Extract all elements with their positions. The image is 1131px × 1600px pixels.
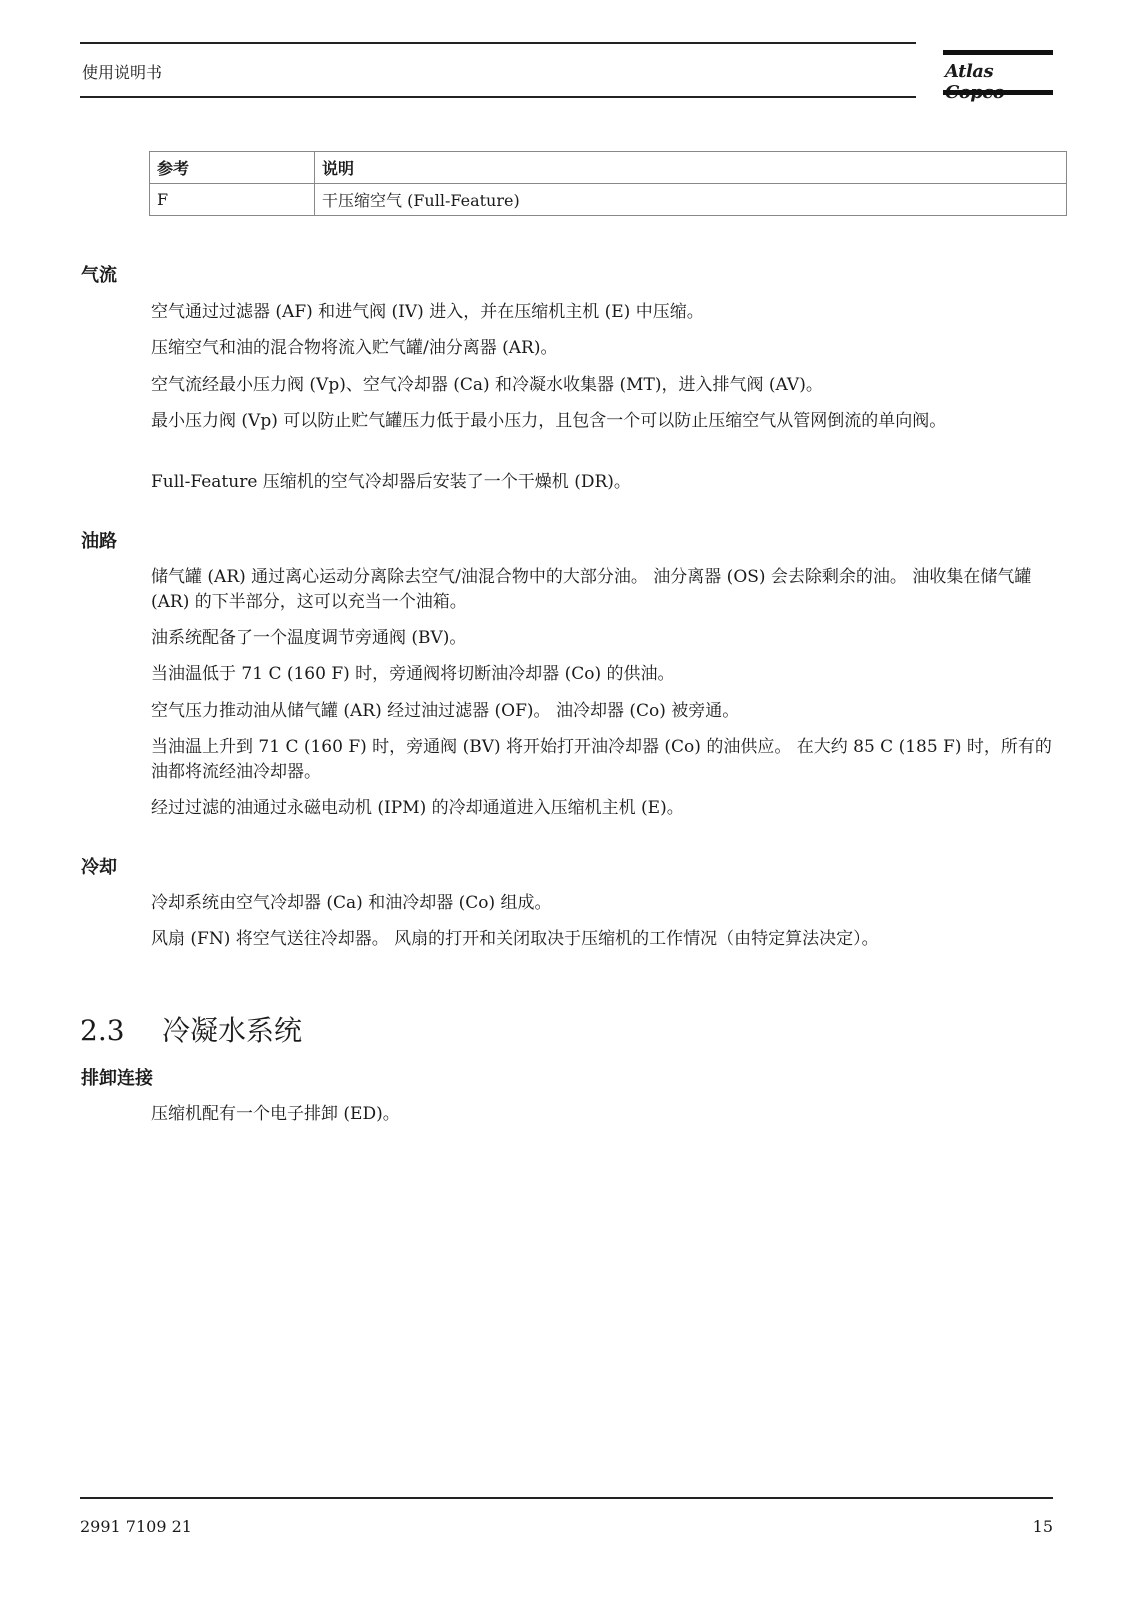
oil-paragraph-3: 当油温低于 71 C (160 F) 时，旁通阀将切断油冷却器 (Co) 的供油。: [151, 664, 675, 684]
oil-paragraph-2: 油系统配备了一个温度调节旁通阀 (BV)。: [151, 628, 467, 648]
column-header-ref: 参考: [150, 152, 315, 184]
cooling-heading: 冷却: [81, 857, 117, 878]
airflow-paragraph-1: 空气通过过滤器 (AF) 和进气阀 (IV) 进入，并在压缩机主机 (E) 中压缩。: [151, 302, 704, 322]
footer-rule: [80, 1497, 1053, 1499]
doc-number: 2991 7109 21: [80, 1517, 192, 1536]
cooling-paragraph-2: 风扇 (FN) 将空气送往冷却器。 风扇的打开和关闭取决于压缩机的工作情况（由特定算法决定）。: [151, 929, 879, 949]
logo-bottom-bar: [943, 90, 1053, 95]
header-bottom-rule: [80, 96, 916, 98]
logo-top-bar: [943, 50, 1053, 55]
airflow-paragraph-2: 压缩空气和油的混合物将流入贮气罐/油分离器 (AR)。: [151, 338, 558, 358]
oil-paragraph-5: 当油温上升到 71 C (160 F) 时，旁通阀 (BV) 将开始打开油冷却器 (Co) 的油供应。 在大约 85 C (185 F) 时，所有的油都将流经油冷却器。: [151, 737, 1052, 782]
column-header-desc: 说明: [315, 152, 1067, 184]
airflow-paragraph-5: Full-Feature 压缩机的空气冷却器后安装了一个干燥机 (DR)。: [151, 472, 631, 492]
drain-heading: 排卸连接: [81, 1068, 153, 1089]
section-number: 2.3: [80, 1014, 125, 1047]
reference-table: [149, 151, 1067, 216]
table-row: [150, 184, 1067, 216]
oil-paragraph-6: 经过过滤的油通过永磁电动机 (IPM) 的冷却通道进入压缩机主机 (E)。: [151, 798, 684, 818]
atlas-copco-logo: [943, 50, 1053, 100]
header-top-rule: [80, 42, 916, 44]
section-title: 冷凝水系统: [162, 1014, 303, 1047]
airflow-paragraph-3: 空气流经最小压力阀 (Vp)、空气冷却器 (Ca) 和冷凝水收集器 (MT)，进入排气阀 (AV)。: [151, 375, 823, 395]
oil-heading: 油路: [81, 531, 117, 552]
airflow-paragraph-4: 最小压力阀 (Vp) 可以防止贮气罐压力低于最小压力，且包含一个可以防止压缩空气从管网倒流的单向阀。: [151, 411, 947, 431]
table-header-row: [150, 152, 1067, 184]
oil-paragraph-4: 空气压力推动油从储气罐 (AR) 经过油过滤器 (OF)。 油冷却器 (Co) 被旁通。: [151, 701, 740, 721]
airflow-heading: 气流: [81, 265, 117, 286]
cooling-paragraph-1: 冷却系统由空气冷却器 (Ca) 和油冷却器 (Co) 组成。: [151, 893, 552, 913]
page-number: 15: [1032, 1517, 1053, 1536]
drain-paragraph-1: 压缩机配有一个电子排卸 (ED)。: [151, 1104, 400, 1124]
table-cell-desc: 干压缩空气 (Full-Feature): [315, 184, 1067, 216]
section-heading: [80, 1009, 302, 1049]
table-cell-ref: F: [150, 184, 315, 216]
oil-paragraph-1: 储气罐 (AR) 通过离心运动分离除去空气/油混合物中的大部分油。 油分离器 (OS) 会去除剩余的油。 油收集在储气罐 (AR) 的下半部分，这可以充当一个油箱。: [151, 567, 1032, 612]
logo-text: Atlas: [945, 61, 994, 82]
manual-title: 使用说明书: [82, 63, 163, 82]
